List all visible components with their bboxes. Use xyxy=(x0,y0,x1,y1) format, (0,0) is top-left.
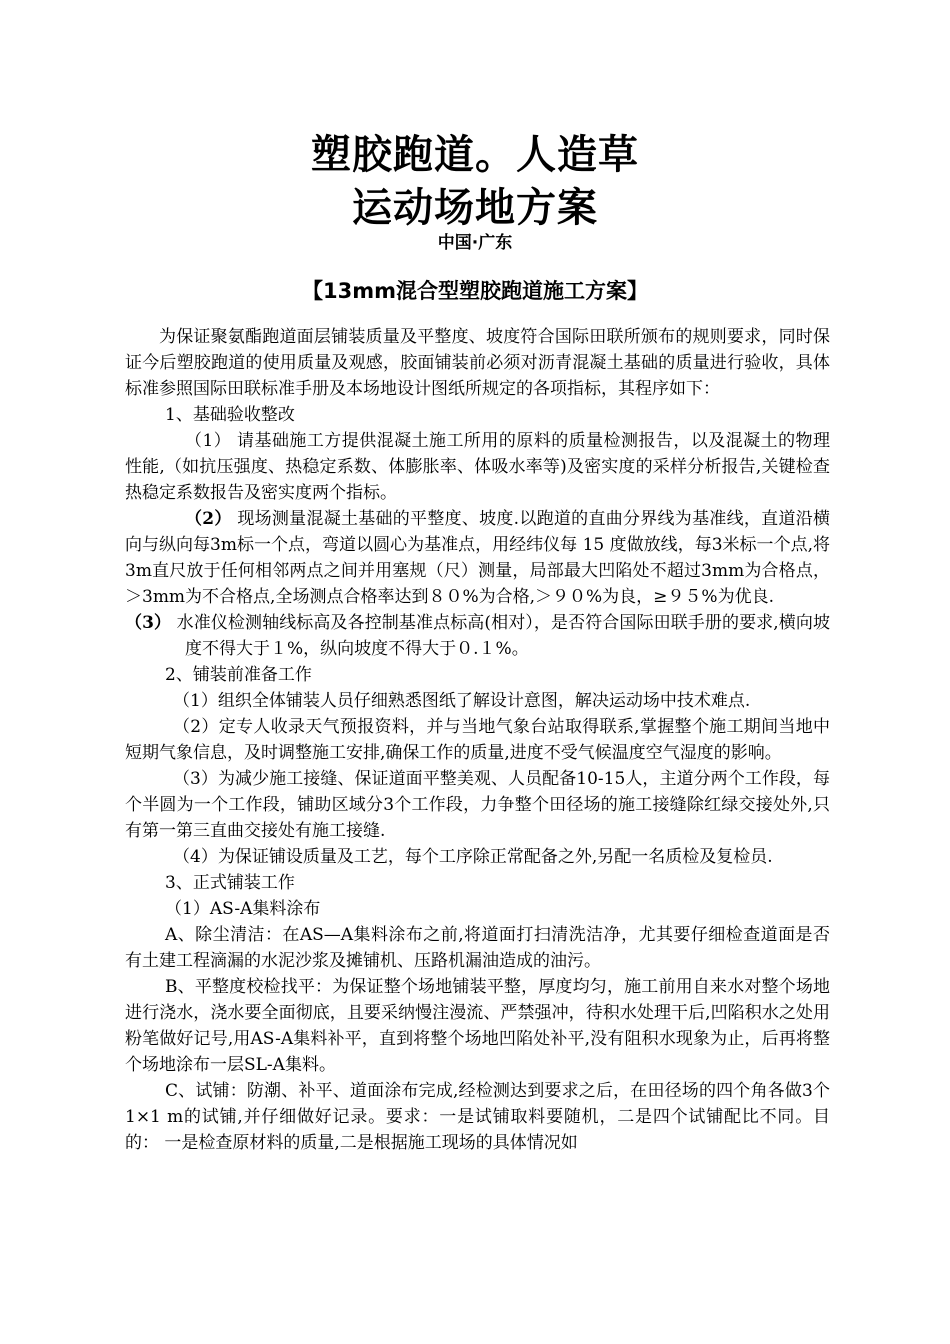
section-2-heading: 2、铺装前准备工作 xyxy=(165,665,312,685)
document-title-line1: 塑胶跑道。人造草 xyxy=(311,132,639,178)
item-number: （3） xyxy=(125,613,172,633)
item-text: 请基础施工方提供混凝土施工所用的原料的质量检测报告，以及混凝土的物理性能,（如抗压强度、热稳定系数、体膨胀率、体吸水率等)及密实度的采样分析报告,关键检查热稳定系数报告及密实度两个指标。 xyxy=(125,431,830,503)
section-1-item-2 xyxy=(125,506,830,610)
section-1-item-3 xyxy=(125,610,830,662)
item-number: （2） xyxy=(185,509,232,529)
intro-paragraph: 为保证聚氨酯跑道面层铺装质量及平整度、坡度符合国际田联所颁布的规则要求，同时保证今后塑胶跑道的使用质量及观感，胶面铺装前必须对沥青混凝土基础的质量进行验收，具体标准参照国际田联标准手册及本场地设计图纸所规定的各项指标，其程序如下： xyxy=(125,327,830,399)
location-label: 中国·广东 xyxy=(437,233,513,253)
section-3-subheading: （1）AS-A集料涂布 xyxy=(165,899,321,919)
section-subtitle: 【13mm混合型塑胶跑道施工方案】 xyxy=(302,279,648,303)
item-text: 水准仪检测轴线标高及各控制基准点标高(相对），是否符合国际田联手册的要求,横向坡度不得大于１%，纵向坡度不得大于０.１%。 xyxy=(171,613,830,659)
section-3-item-a: A、除尘清洁：在AS—A集料涂布之前,将道面打扫清洗洁净，尤其要仔细检查道面是否有土建工程滴漏的水泥沙浆及摊铺机、压路机漏油造成的油污。 xyxy=(125,925,830,971)
section-3-item-b: B、平整度校检找平：为保证整个场地铺装平整，厚度均匀，施工前用自来水对整个场地进行浇水，浇水要全面彻底，且要采纳慢注漫流、严禁强冲，待积水处理干后,凹陷积水之处用粉笔做好记号,用AS-A集料补平，直到将整个场地凹陷处补平,没有阻积水现象为止，后再将整个场地涂布一层SL-A集料。 xyxy=(125,977,830,1075)
section-2-item-4: （4）为保证铺设质量及工艺，每个工序除正常配备之外,另配一名质检及复检员. xyxy=(173,847,773,867)
section-3-item-c: C、试铺：防潮、补平、道面涂布完成,经检测达到要求之后，在田径场的四个角各做3个1×1 m的试铺,并仔细做好记录。要求：一是试铺取料要随机，二是四个试铺配比不同。目的： 一是检查原材料的质量,二是根据施工现场的具体情况如 xyxy=(125,1081,830,1153)
item-text: 现场测量混凝土基础的平整度、坡度.以跑道的直曲分界线为基准线，直道沿横向与纵向每3m标一个点，弯道以圆心为基准点，用经纬仪每 15 度做放线，每3米标一个点,将3m直尺放于任何相邻两点之间并用塞规（尺）测量，局部最大凹陷处不超过3mm为合格点，＞3mm为不合格点,全场测点合格率达到８０%为合格,＞９０%为良，≥９５%为优良. xyxy=(125,509,830,607)
item-number: （1） xyxy=(185,431,232,451)
document-body xyxy=(125,324,830,1156)
section-3-heading: 3、正式铺装工作 xyxy=(165,873,295,893)
section-1-heading: 1、基础验收整改 xyxy=(165,405,295,425)
section-1-item-1 xyxy=(125,428,830,506)
section-2-item-1: （1）组织全体铺装人员仔细熟悉图纸了解设计意图，解决运动场中技术难点. xyxy=(173,691,751,711)
section-2-item-3: （3）为减少施工接缝、保证道面平整美观、人员配备10-15人，主道分两个工作段，每个半圆为一个工作段，铺助区域分3个工作段，力争整个田径场的施工接缝除红绿交接处外,只有第一第三直曲交接处有施工接缝. xyxy=(125,769,830,841)
section-2-item-2: （2）定专人收录天气预报资料，并与当地气象台站取得联系,掌握整个施工期间当地中短期气象信息，及时调整施工安排,确保工作的质量,进度不受气候温度空气湿度的影响。 xyxy=(125,717,830,763)
document-title-line2: 运动场地方案 xyxy=(352,185,598,231)
